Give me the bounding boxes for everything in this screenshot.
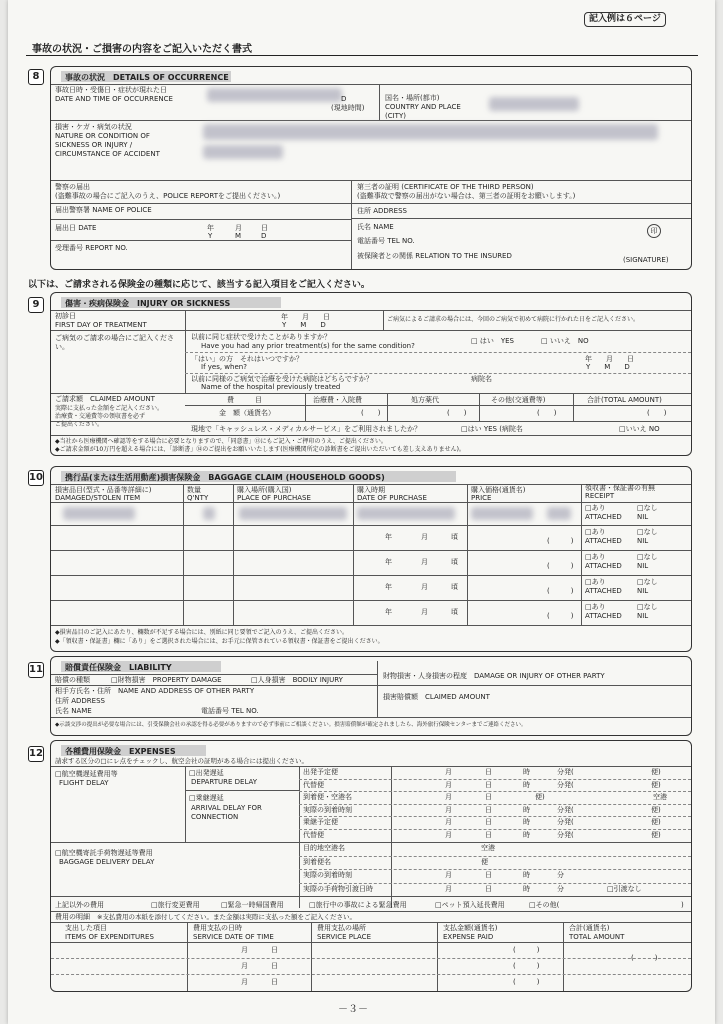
expense-row-day: 日	[271, 946, 278, 954]
section-number-9: 9	[28, 297, 44, 313]
exp-col-date-en: SERVICE DATE OF TIME	[193, 933, 274, 941]
flight-row-month: 月	[445, 805, 452, 814]
section-8-header: 事故の状況 DETAILS OF OCCURRENCE	[65, 73, 229, 82]
s10-footnote-2: ◆「領収書・保証書」欄に「あり」をご選択された場合には、お手元に保管されている領収書・保証書をご提出ください。	[55, 638, 384, 645]
row-year: 年	[385, 608, 392, 616]
flight-row-hour: 時	[523, 818, 530, 827]
col-price: 購入価格(通貨名)	[471, 486, 526, 494]
flight-row-min: 分発(	[557, 831, 574, 839]
police-date-m: 月	[235, 224, 242, 232]
police-date-M: M	[235, 232, 242, 240]
row-approx: 頃	[451, 533, 458, 541]
col-qty-en: Q'NTY	[187, 494, 209, 502]
date-local-time: (現地時間)	[331, 104, 365, 112]
relation-label: 被保険者との関係 RELATION TO THE INSURED	[357, 252, 512, 260]
expense-row-paren[interactable]: ( )	[513, 946, 540, 954]
pet-checkbox[interactable]: □ペット預入延長費用	[435, 901, 505, 909]
place-label: 国名・場所(都市)	[385, 94, 440, 102]
expense-row-month: 月	[241, 978, 248, 986]
bagdelay-row-label: 目的地空港名	[303, 844, 345, 852]
bagdelay-hour: 時	[523, 871, 530, 879]
place-city: (CITY)	[385, 112, 406, 120]
q1-label-en: Have you had any prior treatment(s) for the same condition?	[201, 342, 415, 350]
other-party-tel: 電話番号 TEL NO.	[201, 707, 259, 715]
section-9-box	[50, 292, 692, 456]
flight-delay-checkbox[interactable]: □航空機遅延費用等	[55, 770, 118, 778]
flight-row-month: 月	[445, 831, 452, 839]
place-field-value[interactable]	[489, 97, 579, 111]
example-note: 記入例は６ページ	[584, 12, 666, 27]
first-day-label-en: FIRST DAY OF TREATMENT	[55, 321, 147, 329]
flight-row-divider	[299, 779, 691, 780]
col-receipt-en: RECEIPT	[585, 492, 615, 500]
row-receipt-yes[interactable]: □あり	[585, 603, 606, 611]
row-divider	[51, 600, 691, 601]
flight-row-label: 実際の到着時刻	[303, 805, 352, 814]
flight-row-month: 月	[445, 780, 452, 789]
flight-row-hour: 時	[523, 780, 530, 789]
row-approx: 頃	[451, 583, 458, 591]
section-8-box	[50, 66, 692, 270]
row-month: 月	[421, 558, 428, 566]
flight-row-min: 分発(	[557, 818, 574, 827]
flight-row-day: 日	[485, 805, 492, 814]
claimed-note-3: ご提出ください。	[55, 421, 104, 428]
expense-row-divider	[51, 974, 691, 975]
flight-row-bin: 便)	[651, 768, 661, 776]
flight-row-month: 月	[445, 818, 452, 827]
third-party-label: 第三者の証明 (CERTIFICATE OF THE THIRD PERSON)	[357, 183, 534, 191]
expense-row-day: 日	[271, 978, 278, 986]
expense-row-paren[interactable]: ( )	[513, 962, 540, 970]
q2-ymd-en: Y M D	[586, 363, 630, 371]
arrival-delay-checkbox[interactable]: □乗継遅延	[189, 794, 224, 802]
nature-en-2: SICKNESS OR INJURY /	[55, 141, 133, 149]
row-divider	[51, 575, 691, 576]
expense-total-paren[interactable]: ( )	[631, 954, 658, 962]
row-month: 月	[421, 608, 428, 616]
row-price-cur[interactable]: ( )	[547, 587, 574, 595]
col-receipt: 領収書・保証書の有無	[585, 484, 655, 492]
row-attached: ATTACHED	[585, 587, 622, 595]
bodily-injury-checkbox[interactable]: □人身損害 BODILY INJURY	[251, 676, 343, 684]
instruction-text: 以下は、ご請求される保険金の種類に応じて、該当する記入項目をご記入ください。	[28, 280, 370, 290]
row-attached: ATTACHED	[585, 612, 622, 620]
claimed-note-1: 実際に支払った金額をご記入ください。	[55, 405, 164, 412]
flight-row-hour: 時	[523, 831, 530, 839]
section-9-header: 傷害・疾病保険金 INJURY OR SICKNESS	[65, 299, 231, 308]
section-12-header: 各種費用保険金 EXPENSES	[65, 747, 176, 756]
first-day-label: 初診日	[55, 312, 76, 320]
bagdelay-min: 分	[557, 871, 564, 879]
row-receipt-no[interactable]: □なし	[637, 528, 658, 536]
flight-row-min: 分発(	[557, 780, 574, 789]
q3-label: 以前に同様のご病気で治療を受けた病院はどちらですか？	[191, 375, 373, 383]
date-field-value[interactable]	[207, 88, 342, 102]
property-damage-checkbox[interactable]: □財物損害 PROPERTY DAMAGE	[111, 676, 222, 684]
row-nil: NIL	[637, 537, 649, 545]
flight-row-airport: 空港	[653, 793, 667, 802]
row-year: 年	[385, 583, 392, 591]
col-place-en: PLACE OF PURCHASE	[237, 494, 311, 502]
q1-no-checkbox[interactable]: □ いいえ NO	[541, 337, 589, 345]
q2-label-en: If yes, when?	[201, 363, 247, 371]
col-date: 購入時期	[357, 486, 385, 494]
q2-ymd: 年 月 日	[585, 355, 634, 363]
col-other: その他(交通費等)	[491, 396, 546, 404]
flight-row-label: 出発予定便	[303, 768, 338, 776]
amount-paren-3[interactable]: ( )	[537, 409, 557, 417]
signature-label: (SIGNATURE)	[623, 256, 669, 264]
section-number-12: 12	[28, 746, 44, 762]
row-receipt-yes[interactable]: □あり	[585, 553, 606, 561]
row-price-cur[interactable]: ( )	[547, 562, 574, 570]
col-damaged-item: 損害品目(型式・品番等詳細に)	[55, 486, 152, 494]
row-year: 年	[385, 533, 392, 541]
row1-receipt-yes[interactable]: □あり	[585, 504, 606, 512]
bagdelay-airport: 空港	[481, 844, 495, 852]
flight-row-day: 日	[485, 780, 492, 789]
row-month: 月	[421, 583, 428, 591]
police-note: (盗難事故の場合にご記入のうえ、POLICE REPORTをご提出ください。)	[55, 192, 281, 200]
other-party-address: 住所 ADDRESS	[55, 697, 105, 705]
s11-footnote: ◆示談交渉の提出が必要な場合には、引受保険会社の承認を得る必要がありますので必ず事前にご相談ください。損害賠償額が確定されましたら、海外旅行保険センターまでご連絡ください。	[55, 722, 527, 728]
nature-en-3: CIRCUMSTANCE OF ACCIDENT	[55, 150, 160, 158]
bagdelay-row-label: 実際の手荷物引渡日時	[303, 884, 373, 893]
flight-row-bin: 便)	[535, 793, 545, 802]
liability-type-label: 賠償の種類	[55, 676, 90, 684]
flight-row-day: 日	[485, 793, 492, 802]
flight-row-label: 到着便・空港名	[303, 793, 352, 802]
col-treatment: 治療費・入院費	[313, 396, 362, 404]
row-receipt-yes[interactable]: □あり	[585, 578, 606, 586]
q1-yes-checkbox[interactable]: □ はい YES	[471, 337, 514, 345]
flight-row-month: 月	[445, 768, 452, 776]
amount-paren-1[interactable]: ( )	[361, 409, 381, 417]
s9-footnote-2: ◆ご請求金額が10万円を超える場合には、「診断書」⑭のご提出をお願いいたします(医療機関所定の診断書をご提出いただいても差し支えありません)。	[55, 446, 465, 453]
section-11-box	[50, 656, 692, 736]
exp-col-paid-en: EXPENSE PAID	[443, 933, 494, 941]
q3-label-en: Name of the hospital previously treated	[201, 383, 341, 391]
date-label: 事故日時・受傷日・症状が現れた日	[55, 86, 167, 94]
bagdelay-not-delivered[interactable]: □引渡なし	[607, 884, 642, 893]
police-date-D: D	[261, 232, 267, 240]
flight-row-bin: 便)	[651, 780, 661, 789]
police-date-d: 日	[261, 224, 268, 232]
s12-note: 請求する区分の□にレ点をチェックし、航空会社の証明がある場合には提出ください。	[55, 757, 308, 765]
flight-row-label: 代替便	[303, 780, 324, 789]
s9-footnote-1: ◆当社から医療機関へ確認等をする場合に必要となりますので、「同意書」⑬にもご記入・ご押印のうえ、ご提出ください。	[55, 438, 387, 445]
baggage-price-value[interactable]	[471, 507, 533, 520]
bagdelay-month: 月	[445, 884, 452, 893]
s10-footnote-1: ◆損害品目のご記入にあたり、欄数が不足する場合には、別紙に同じ要領でご記入のうえ、ご提出ください。	[55, 629, 348, 636]
row-attached: ATTACHED	[585, 537, 622, 545]
baggage-price-cur[interactable]	[547, 507, 571, 520]
other-expenses-label: 上記以外の費用	[55, 901, 104, 909]
row-receipt-yes[interactable]: □あり	[585, 528, 606, 536]
expense-row-paren[interactable]: ( )	[513, 978, 540, 986]
third-address-label: 住所 ADDRESS	[357, 207, 407, 215]
expense-row-month: 月	[241, 946, 248, 954]
flight-row-day: 日	[485, 768, 492, 776]
flight-row-label: 乗継予定便	[303, 818, 338, 827]
date-label-en: DATE AND TIME OF OCCURRENCE	[55, 95, 173, 103]
first-day-note: ご病気によるご請求の場合には、今回のご病気で初めて病院に行かれた日をご記入ください。	[387, 316, 640, 323]
section-10-box	[50, 466, 692, 652]
amount-paren-4[interactable]: ( )	[647, 409, 667, 417]
baggage-item-value[interactable]	[63, 507, 135, 520]
bagdelay-row-divider	[299, 856, 691, 857]
expense-row-month: 月	[241, 962, 248, 970]
row1-receipt-no[interactable]: □なし	[637, 504, 658, 512]
page-number: －３－	[338, 1004, 368, 1015]
row-receipt-no[interactable]: □なし	[637, 578, 658, 586]
bagdelay-row-label: 到着便名	[303, 857, 331, 866]
nature-en-1: NATURE OR CONDITION OF	[55, 132, 150, 140]
hospital-label: 病院名	[471, 375, 492, 383]
row-receipt-no[interactable]: □なし	[637, 603, 658, 611]
flight-row-hour: 時	[523, 805, 530, 814]
q2-label: 「はい」の方 それはいつですか？	[191, 355, 303, 363]
row-month: 月	[421, 533, 428, 541]
row-year: 年	[385, 558, 392, 566]
flight-row-label: 代替便	[303, 831, 324, 839]
row-approx: 頃	[451, 558, 458, 566]
flight-row-divider	[299, 791, 691, 792]
baggage-qty-value[interactable]	[203, 507, 215, 520]
section-number-11: 11	[28, 662, 44, 678]
flight-row-divider	[299, 816, 691, 817]
bagdelay-row-divider	[299, 869, 691, 870]
baggage-delay-en: BAGGAGE DELIVERY DELAY	[59, 858, 155, 866]
cashless-no-checkbox[interactable]: □いいえ NO	[619, 425, 660, 433]
bagdelay-month: 月	[445, 871, 452, 879]
flight-row-bin: 便)	[651, 831, 661, 839]
claimed-note-2: 治療費・交通費等の領収書を必ず	[55, 413, 146, 420]
col-damaged-item-en: DAMAGED/STOLEN ITEM	[55, 494, 141, 502]
page-title: 事故の状況・ご損害の内容をご記入いただく書式	[32, 44, 252, 55]
row-divider	[51, 525, 691, 526]
expense-row-day: 日	[271, 962, 278, 970]
damage-label: 財物損害・人身損害の程度 DAMAGE OR INJURY OF OTHER PARTY	[383, 672, 605, 680]
first-day-ymd: 年 月 日	[281, 313, 330, 321]
row-price-cur[interactable]: ( )	[547, 612, 574, 620]
row-approx: 頃	[451, 608, 458, 616]
amount-paren-2[interactable]: ( )	[447, 409, 467, 417]
row-price-cur[interactable]: ( )	[547, 537, 574, 545]
first-day-ymd-en: Y M D	[282, 321, 326, 329]
row-nil: NIL	[637, 562, 649, 570]
nature-label: 損害・ケガ・病気の状況	[55, 123, 132, 131]
other-checkbox[interactable]: □その他(	[529, 901, 560, 909]
date-d: D	[341, 95, 347, 103]
cashless-yes-checkbox[interactable]: □はい YES (病院名	[461, 425, 523, 433]
col-medicine: 処方薬代	[411, 396, 439, 404]
col-price-en: PRICE	[471, 494, 492, 502]
emergency-cost-checkbox[interactable]: □旅行中の事故による緊急費用	[309, 901, 407, 909]
col-total: 合計(TOTAL AMOUNT)	[587, 396, 662, 404]
nature-field-value-2[interactable]	[203, 145, 283, 159]
q1-label: 以前に同じ症状で受けたことがありますか？	[191, 333, 331, 341]
section-12-box	[50, 740, 692, 992]
amount-label: 金 額（通貨名）	[219, 409, 275, 417]
row-nil: NIL	[637, 612, 649, 620]
third-tel-label: 電話番号 TEL NO.	[357, 237, 415, 245]
expense-row-divider	[51, 958, 691, 959]
col-item: 費 目	[227, 396, 262, 404]
travel-change-checkbox[interactable]: □旅行変更費用	[151, 901, 200, 909]
police-name-label: 届出警察署 NAME OF POLICE	[55, 206, 152, 214]
exp-col-paid: 支払金額(通貨名)	[443, 924, 498, 932]
bagdelay-min: 分	[557, 884, 564, 893]
police-date-Y: Y	[208, 232, 213, 240]
exp-col-total-en: TOTAL AMOUNT	[569, 933, 625, 941]
arrival-delay-en-1: ARRIVAL DELAY FOR	[191, 804, 262, 812]
detail-note: ※支払費用の本紙を添付してください。また金額は実際に支払った額をご記入ください。	[97, 913, 356, 921]
flight-row-hour: 時	[523, 768, 530, 776]
flight-row-min: 分発(	[557, 768, 574, 776]
detail-label: 費用の明細	[55, 913, 90, 921]
flight-row-bin: 便)	[651, 818, 661, 827]
police-date-y: 年	[207, 224, 214, 232]
exp-col-total: 合計(通貨名)	[569, 924, 610, 932]
form-page	[8, 0, 715, 1024]
claimed-label: ご請求額 CLAIMED AMOUNT	[55, 395, 155, 403]
flight-row-divider	[299, 804, 691, 805]
row1-attached: ATTACHED	[585, 513, 622, 521]
place-label-en: COUNTRY AND PLACE	[385, 103, 461, 111]
row-nil: NIL	[637, 587, 649, 595]
seal-icon: 印	[647, 224, 661, 238]
col-place: 購入場所(購入国)	[237, 486, 292, 494]
row-attached: ATTACHED	[585, 562, 622, 570]
nature-field-value-1[interactable]	[203, 124, 658, 140]
exp-col-place-en: SERVICE PLACE	[317, 933, 371, 941]
baggage-date-value[interactable]	[357, 507, 455, 520]
baggage-place-value[interactable]	[239, 507, 347, 520]
emergency-return-checkbox[interactable]: □緊急一時帰国費用	[221, 901, 284, 909]
flight-row-bin: 便)	[651, 805, 661, 814]
exp-col-place: 費用支払の場所	[317, 924, 366, 932]
row-divider	[51, 550, 691, 551]
departure-delay-en: DEPARTURE DELAY	[191, 778, 258, 786]
cashless-question: 現地で「キャッシュレス・メディカルサービス」をご利用されましたか？	[191, 425, 422, 433]
row-receipt-no[interactable]: □なし	[637, 553, 658, 561]
other-party-label: 相手方氏名・住所 NAME AND ADDRESS OF OTHER PARTY	[55, 687, 255, 695]
departure-delay-checkbox[interactable]: □出発遅延	[189, 769, 224, 777]
section-number-10: 10	[28, 470, 44, 486]
liability-claimed: 損害賠償額 CLAIMED AMOUNT	[383, 693, 490, 701]
col-qty: 数量	[187, 486, 201, 494]
exp-col-date: 費用支払の日時	[193, 924, 242, 932]
section-11-header: 賠償責任保険金 LIABILITY	[65, 663, 172, 672]
section-number-8: 8	[28, 69, 44, 85]
row1-nil: NIL	[637, 513, 649, 521]
bagdelay-hour: 時	[523, 884, 530, 893]
other-close-paren: )	[681, 901, 684, 909]
baggage-delay-checkbox[interactable]: □航空機寄託手荷物遅延等費用	[55, 849, 153, 857]
flight-row-day: 日	[485, 831, 492, 839]
exp-col-item: 支出した項目	[65, 924, 107, 932]
flight-delay-en: FLIGHT DELAY	[59, 779, 109, 787]
other-party-name: 氏名 NAME	[55, 707, 92, 715]
flight-row-divider	[299, 829, 691, 830]
flight-row-day: 日	[485, 818, 492, 827]
third-party-note: (盗難事故で警察の届出がない場合は、第三者の証明をお願いします。)	[357, 192, 576, 200]
bagdelay-row-divider	[299, 883, 691, 884]
bagdelay-day: 日	[485, 871, 492, 879]
sick-note: ご病気のご請求の場合にご記入ください。	[55, 334, 174, 351]
col-date-en: DATE OF PURCHASE	[357, 494, 427, 502]
bagdelay-day: 日	[485, 884, 492, 893]
police-label: 警察の届出	[55, 183, 90, 191]
report-no-label: 受理番号 REPORT NO.	[55, 244, 128, 252]
third-name-label: 氏名 NAME	[357, 223, 394, 231]
flight-row-min: 分発(	[557, 805, 574, 814]
police-date-label: 届出日 DATE	[55, 224, 97, 232]
arrival-delay-en-2: CONNECTION	[191, 813, 239, 821]
bagdelay-row-label: 実際の到着時刻	[303, 871, 352, 879]
section-10-header: 携行品(または生活用動産)損害保険金 BAGGAGE CLAIM (HOUSEHOLD GOODS)	[65, 473, 385, 482]
exp-col-item-en: ITEMS OF EXPENDITURES	[65, 933, 154, 941]
bagdelay-bin: 便	[481, 857, 488, 866]
flight-row-month: 月	[445, 793, 452, 802]
